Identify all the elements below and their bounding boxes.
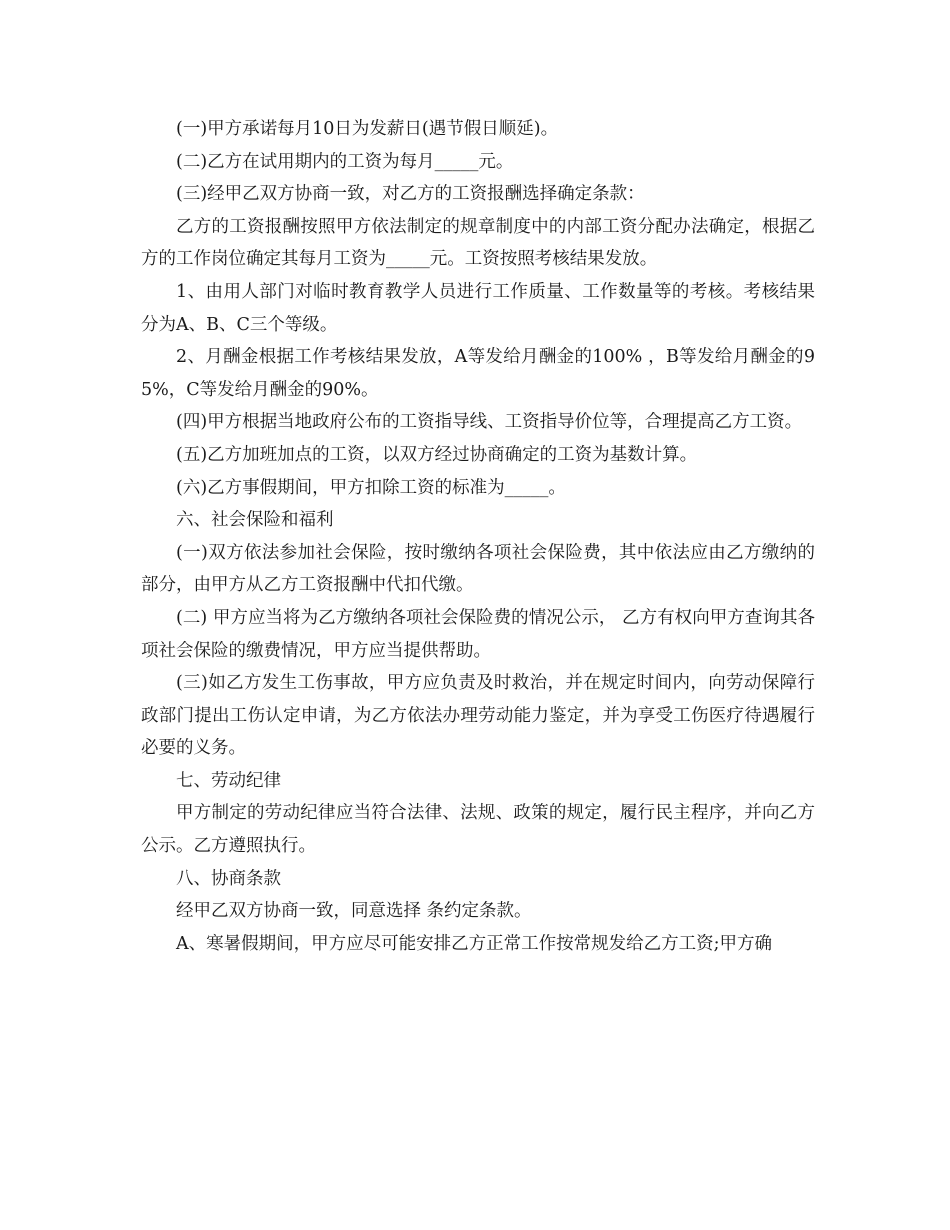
paragraph-monthly-pay: 2、月酬金根据工作考核结果发放，A等发给月酬金的100% ，B等发给月酬金的95%，C等发给月酬金的90%。 [141,347,815,400]
paragraph-work-injury: (三)如乙方发生工伤事故，甲方应负责及时救治，并在规定时间内，向劳动保障行政部门提出工伤认定申请，为乙方依法办理劳动能力鉴定，并为享受工伤医疗待遇履行必要的义务。 [141,673,815,759]
paragraph-insurance-payment: (一)双方依法参加社会保险，按时缴纳各项社会保险费，其中依法应由乙方缴纳的部分，由甲方从乙方工资报酬中代扣代缴。 [141,542,815,596]
paragraph-terms-selection: 经甲乙双方协商一致，同意选择 条约定条款。 [176,901,532,922]
section-heading-negotiated-terms: 八、协商条款 [176,868,281,889]
paragraph-overtime: (五)乙方加班加点的工资，以双方经过协商确定的工资为基数计算。 [176,444,698,465]
paragraph-salary-terms: (三)经甲乙双方协商一致，对乙方的工资报酬选择确定条款： [176,184,645,205]
paragraph-probation-salary: (二)乙方在试用期内的工资为每月_____元。 [176,151,514,172]
paragraph-discipline-rules: 甲方制定的劳动纪律应当符合法律、法规、政策的规定，履行民主程序，并向乙方公示。乙方遵照执行。 [141,803,815,857]
paragraph-vacation-arrangement: A、寒暑假期间，甲方应尽可能安排乙方正常工作按常规发给乙方工资;甲方确 [176,933,773,954]
paragraph-assessment: 1、由用人部门对临时教育教学人员进行工作质量、工作数量等的考核。考核结果分为A、B、C三个等级。 [141,281,815,335]
paragraph-leave-deduction: (六)乙方事假期间，甲方扣除工资的标准为_____。 [176,477,566,498]
document-page [141,113,815,960]
section-heading-social-insurance: 六、社会保险和福利 [176,510,334,531]
section-heading-labor-discipline: 七、劳动纪律 [176,770,281,791]
paragraph-salary-raise: (四)甲方根据当地政府公布的工资指导线、工资指导价位等，合理提高乙方工资。 [176,412,803,433]
paragraph-salary-method: 乙方的工资报酬按照甲方依法制定的规章制度中的内部工资分配办法确定，根据乙方的工作岗位确定其每月工资为_____元。工资按照考核结果发放。 [141,216,815,270]
paragraph-insurance-disclosure: (二) 甲方应当将为乙方缴纳各项社会保险费的情况公示， 乙方有权向甲方查询其各项社会保险的缴费情况，甲方应当提供帮助。 [141,607,815,661]
paragraph-payday: (一)甲方承诺每月10日为发薪日(遇节假日顺延)。 [176,119,559,139]
